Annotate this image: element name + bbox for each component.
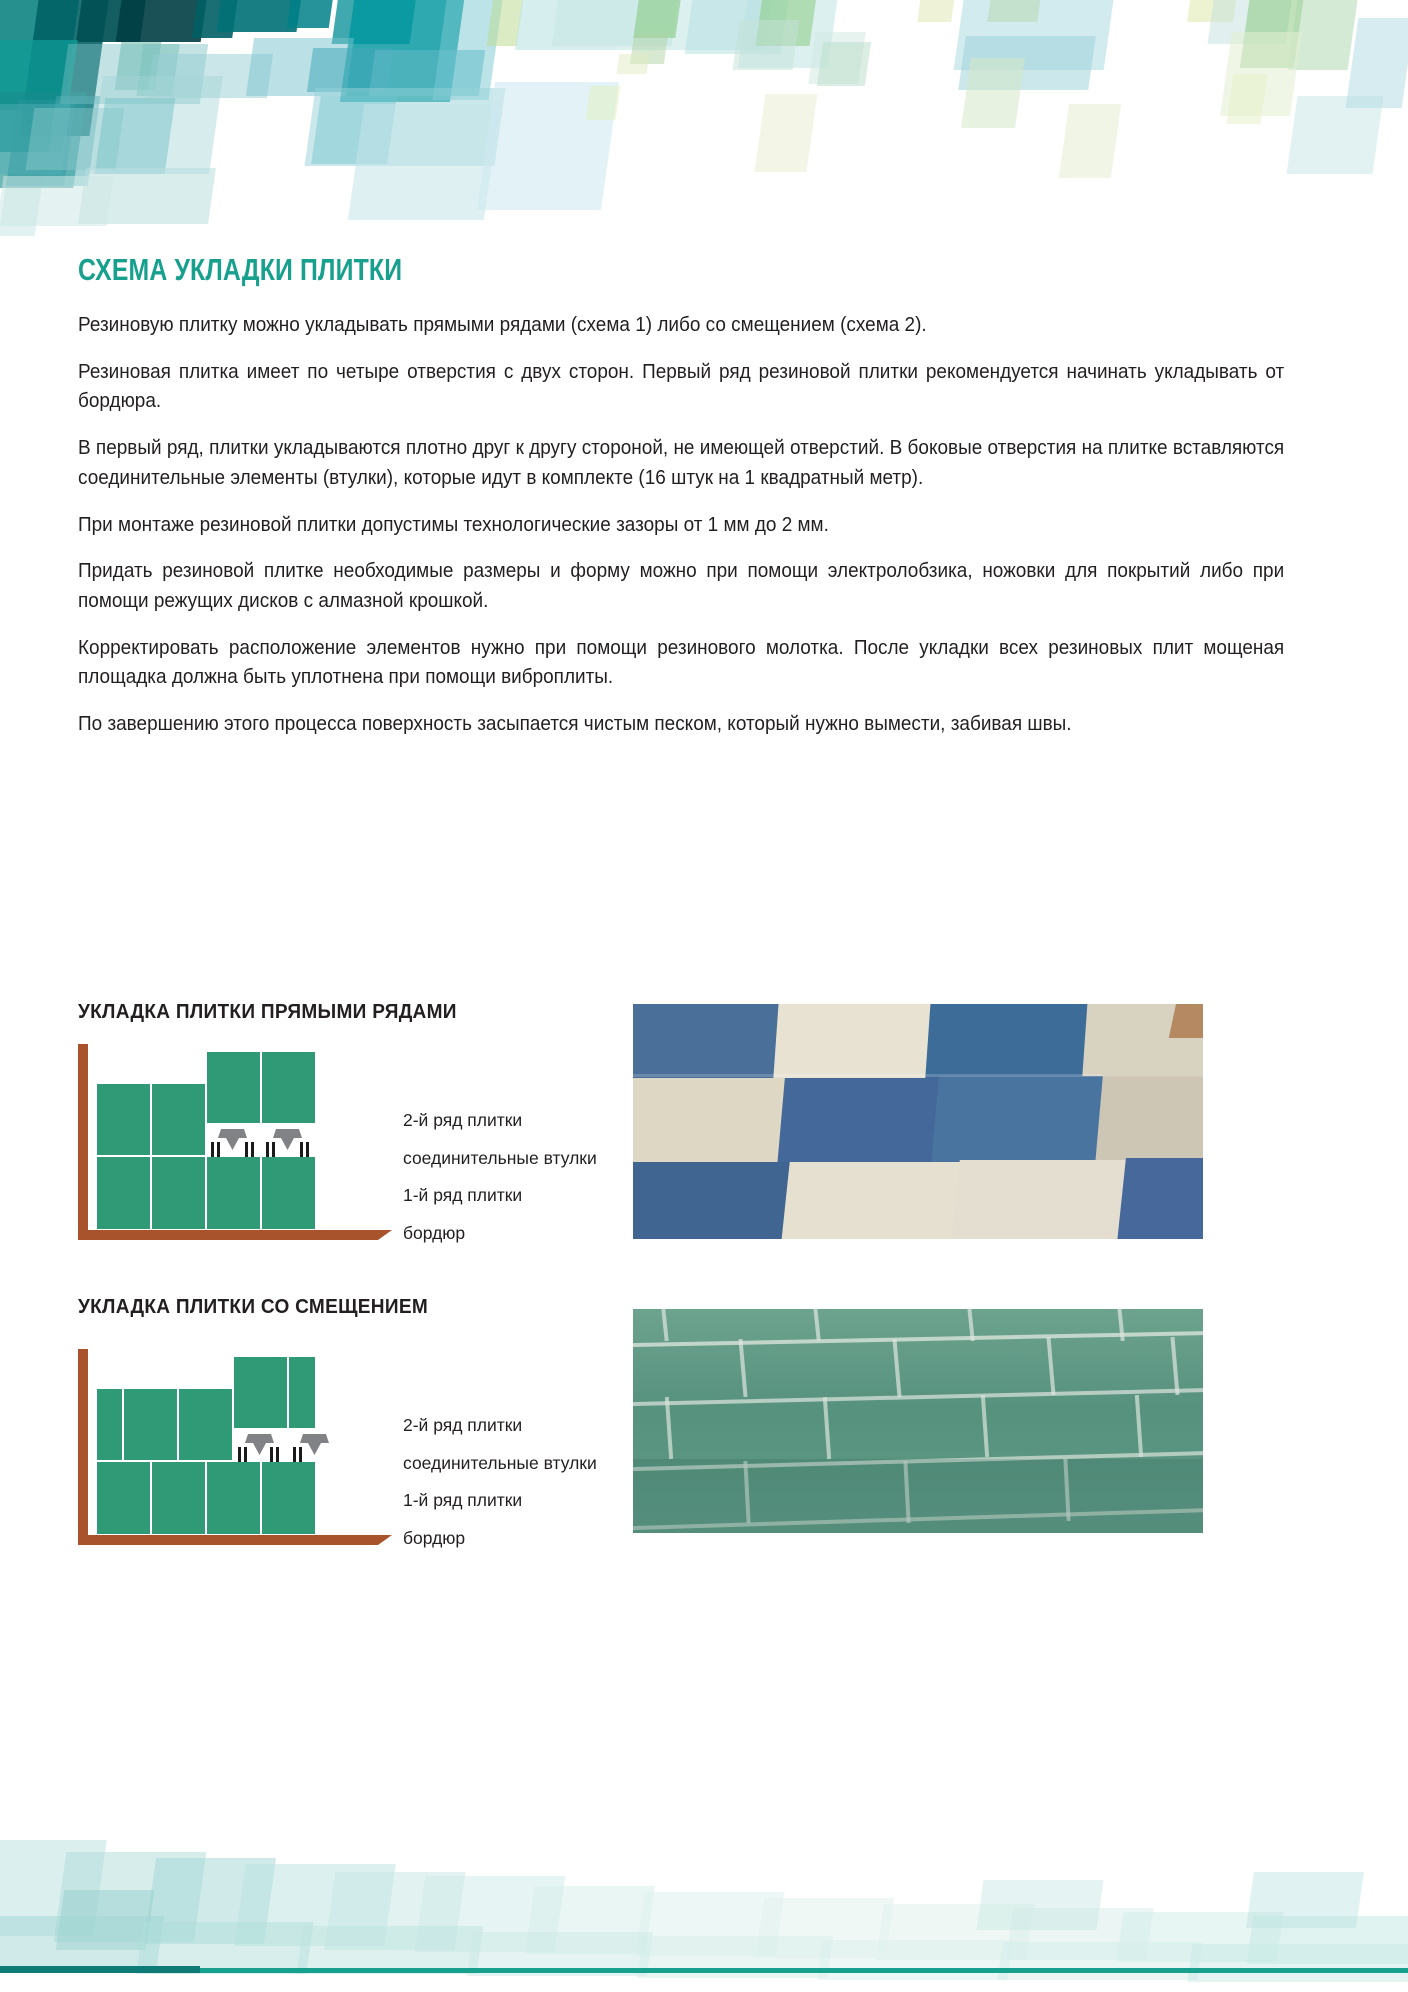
label-second-row: 2-й ряд плитки [403, 1415, 523, 1435]
deco-shape [552, 0, 681, 46]
deco-shape [76, 0, 148, 42]
photo-tile [925, 1004, 1093, 1080]
tile [152, 1462, 205, 1534]
label-connector-bushings: соединительные втулки [403, 1453, 597, 1473]
deco-shape [369, 50, 485, 96]
deco-shape [348, 104, 500, 220]
tile [97, 1084, 150, 1155]
photo-tile [780, 1162, 965, 1239]
deco-shape [961, 58, 1025, 128]
paragraph: Придать резиновой плитке необходимые размеры и форму можно при помощи электролобзика, ножовки для покрытий либо при помощи режущих дисков с алмазной крошкой. [78, 559, 1285, 613]
photo-grout-line [633, 1074, 1203, 1077]
deco-shape [297, 1926, 484, 1974]
border-vertical-icon [78, 1349, 88, 1545]
deco-shape [756, 1898, 894, 1958]
label-first-row: 1-й ряд плитки [403, 1490, 523, 1510]
deco-shape [808, 32, 865, 84]
deco-shape [0, 1916, 164, 1972]
deco-shape [1220, 32, 1302, 116]
deco-shape [1247, 1916, 1408, 1964]
deco-shape [0, 104, 71, 174]
tile [97, 1389, 122, 1460]
photo-tile [931, 1076, 1109, 1166]
tile-lifted [207, 1052, 260, 1123]
border-vertical-icon [78, 1044, 88, 1240]
deco-shape [630, 34, 668, 64]
deco-shape [89, 76, 223, 174]
deco-shape [1187, 0, 1239, 22]
tile [97, 1157, 150, 1229]
section-straight-rows [78, 1000, 1318, 1250]
tile [152, 1157, 205, 1229]
border-horizontal-icon [78, 1230, 378, 1240]
deco-shape [54, 1852, 207, 1942]
label-border: бордюр [403, 1223, 466, 1243]
diagram-labels [403, 1349, 663, 1549]
deco-shape [115, 42, 162, 90]
photo-edge [1169, 1004, 1203, 1038]
deco-shape [136, 44, 179, 96]
photo-tile [1116, 1158, 1203, 1239]
photo-tile [777, 1078, 945, 1166]
deco-shape [44, 96, 101, 186]
deco-shape [0, 188, 41, 236]
section-heading: УКЛАДКА ПЛИТКИ ПРЯМЫМИ РЯДАМИ [78, 1000, 457, 1023]
deco-shape [0, 40, 78, 152]
deco-shape [997, 1942, 1202, 1980]
deco-shape [95, 98, 176, 174]
photo-tile [950, 1160, 1132, 1239]
diagram-labels [403, 1044, 663, 1244]
footer-decoration [0, 1740, 1408, 1992]
deco-shape [305, 88, 506, 166]
footer-rule-accent [0, 1966, 200, 1973]
tile [152, 1084, 205, 1155]
connector-pin [211, 1142, 214, 1157]
deco-shape [192, 0, 240, 38]
border-tip-icon [378, 1535, 392, 1545]
deco-shape [685, 0, 791, 54]
section-heading: УКЛАДКА ПЛИТКИ СО СМЕЩЕНИЕМ [78, 1295, 428, 1318]
deco-shape [1240, 0, 1306, 68]
deco-shape [1287, 96, 1384, 174]
photo-tile [1095, 1074, 1203, 1166]
border-horizontal-icon [78, 1535, 378, 1545]
down-arrow-icon [273, 1129, 302, 1150]
deco-shape [1288, 0, 1361, 70]
deco-shape [147, 54, 273, 98]
photo-shade [633, 1459, 1203, 1533]
photo-tile [773, 1004, 937, 1082]
photo-tile [633, 1004, 786, 1082]
deco-shape [0, 1840, 107, 1936]
deco-shape [738, 0, 840, 68]
connector-pin [276, 1447, 279, 1462]
deco-shape [216, 0, 303, 32]
deco-shape [756, 0, 819, 46]
photo-offset [633, 1309, 1203, 1533]
deco-shape [1187, 1944, 1408, 1982]
paragraph: Резиновая плитка имеет по четыре отверстия с двух сторон. Первый ряд резиновой плитки рекомендуется начинать укладывать от бордюра. [78, 359, 1285, 413]
tile [179, 1389, 232, 1460]
deco-shape [325, 1872, 466, 1950]
deco-shape [311, 96, 397, 164]
down-arrow-icon [218, 1129, 247, 1150]
diagram-straight-rows [78, 1044, 408, 1244]
deco-shape [307, 48, 393, 92]
page-content [78, 252, 1283, 756]
header-decoration [0, 0, 1408, 238]
down-arrow-icon [245, 1434, 274, 1455]
connector-pin [238, 1447, 241, 1462]
deco-shape [1246, 1872, 1364, 1928]
label-connector-bushings: соединительные втулки [403, 1148, 597, 1168]
connector-pin [266, 1142, 269, 1157]
deco-shape [433, 0, 504, 100]
photo-straight-rows [633, 1004, 1203, 1239]
deco-shape [732, 20, 799, 70]
tile [207, 1462, 260, 1534]
deco-shape [633, 0, 680, 38]
deco-shape [415, 1876, 566, 1952]
footer-rule [0, 1968, 1408, 1973]
connector-pin [251, 1142, 254, 1157]
deco-shape [1059, 104, 1121, 178]
tile [207, 1157, 260, 1229]
connector-pin [293, 1447, 296, 1462]
deco-shape [617, 54, 650, 74]
deco-shape [26, 108, 125, 170]
label-border: бордюр [403, 1528, 466, 1548]
paragraph: Резиновую плитку можно укладывать прямыми рядами (схема 1) либо со смещением (схема 2). [78, 313, 927, 336]
deco-shape [976, 1880, 1103, 1930]
deco-shape [755, 94, 818, 172]
section-offset [78, 1295, 1318, 1555]
deco-shape [487, 0, 524, 46]
deco-shape [78, 168, 216, 224]
deco-shape [0, 0, 80, 110]
deco-shape [636, 1892, 785, 1956]
label-second-row: 2-й ряд плитки [403, 1110, 523, 1130]
deco-shape [586, 86, 621, 120]
deco-shape [525, 1886, 655, 1954]
deco-shape [958, 36, 1096, 90]
deco-shape [1116, 1912, 1283, 1962]
deco-shape [60, 44, 208, 104]
deco-shape [1346, 18, 1408, 108]
paragraph: В первый ряд, плитки укладываются плотно друг к другу стороной, не имеющей отверстий. В боковые отверстия на плитке вставляются соединительные элементы (втулки), которые идут в комплекте (16 штук на 1 квадратный метр). [78, 436, 1285, 489]
tile-lifted [289, 1357, 315, 1428]
photo-tile [633, 1162, 796, 1239]
page-title: СХЕМА УКЛАДКИ ПЛИТКИ [78, 252, 403, 287]
deco-shape [0, 176, 114, 226]
tile-lifted [262, 1052, 315, 1123]
deco-shape [817, 42, 871, 86]
paragraph: При монтаже резиновой плитки допустимы технологические зазоры от 1 мм до 2 мм. [78, 512, 829, 536]
deco-shape [876, 1904, 1034, 1960]
paragraph: Корректировать расположение элементов нужно при помощи резинового молотка. После укладки всех резиновых плит мощеная площадка должна быть уплотнена при помощи виброплиты. [78, 635, 1285, 689]
deco-shape [287, 0, 335, 28]
deco-shape [234, 1864, 396, 1946]
deco-shape [615, 0, 775, 50]
deco-shape [917, 0, 957, 22]
tile [124, 1389, 177, 1460]
deco-shape [987, 0, 1042, 22]
diagram-offset [78, 1349, 408, 1549]
paragraph: По завершению этого процесса поверхность засыпается чистым песком, который нужно вымести, забивая швы. [78, 712, 1072, 736]
deco-shape [19, 0, 110, 136]
deco-shape [633, 0, 683, 26]
tile [262, 1157, 315, 1229]
deco-shape [515, 0, 625, 50]
deco-shape [0, 92, 87, 188]
deco-shape [246, 38, 354, 96]
photo-tile [633, 1078, 791, 1166]
label-first-row: 1-й ряд плитки [403, 1185, 523, 1205]
deco-shape [144, 1858, 276, 1944]
tile [97, 1462, 150, 1534]
deco-shape [56, 1890, 154, 1950]
border-tip-icon [378, 1230, 392, 1240]
deco-shape [1226, 74, 1267, 124]
deco-shape [332, 0, 419, 44]
tile-lifted [234, 1357, 287, 1428]
down-arrow-icon [300, 1434, 329, 1455]
deco-shape [477, 82, 619, 210]
tile [262, 1462, 315, 1534]
deco-shape [340, 0, 466, 102]
deco-shape [954, 0, 1117, 70]
deco-shape [1208, 0, 1295, 44]
deco-shape [116, 0, 210, 42]
connector-pin [306, 1142, 309, 1157]
deco-shape [1006, 1908, 1153, 1960]
deco-shape [817, 1940, 1013, 1980]
deco-shape [6, 100, 76, 186]
